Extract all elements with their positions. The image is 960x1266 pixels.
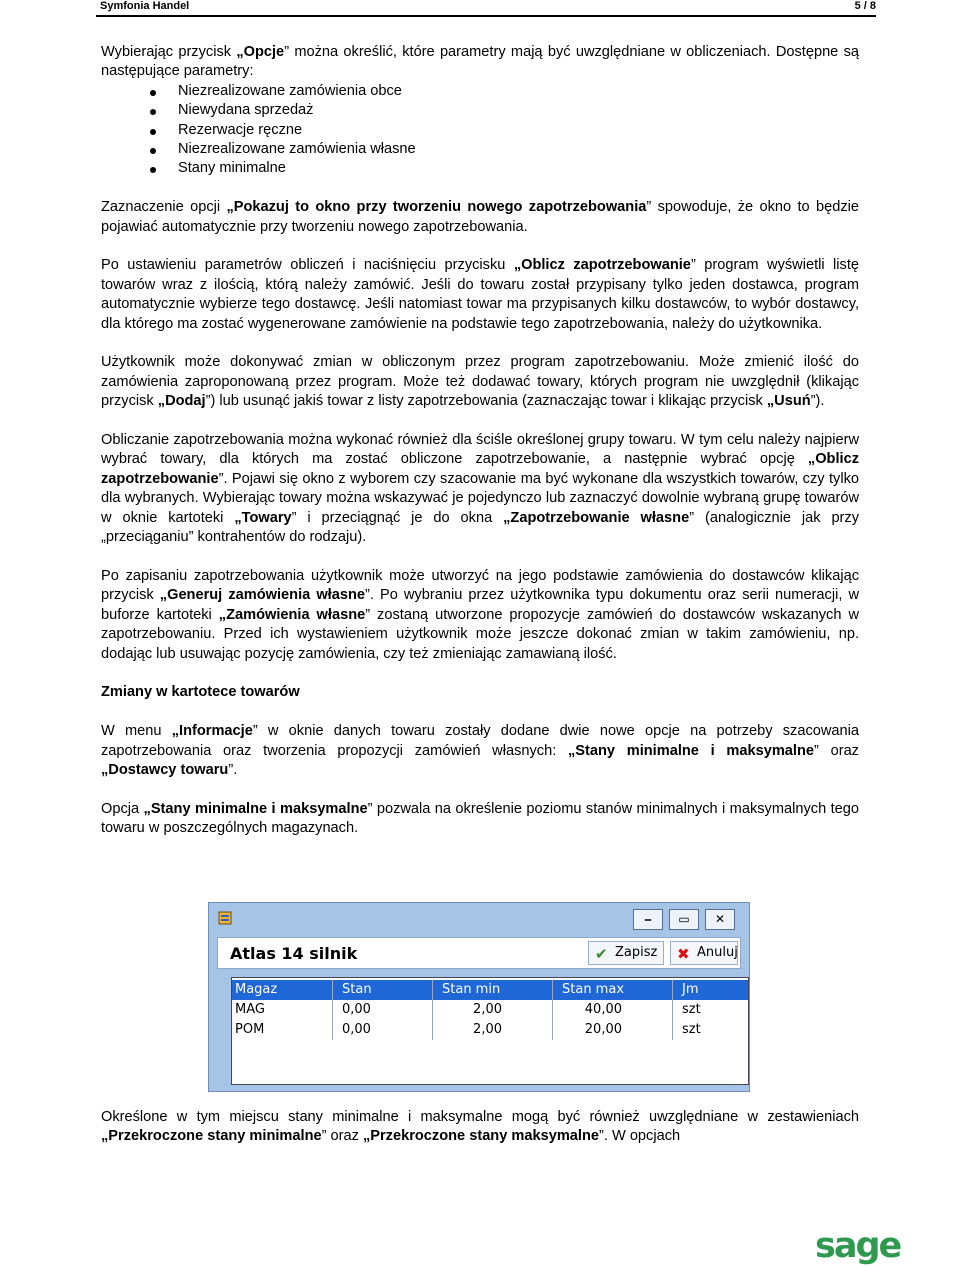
item-panel <box>217 937 741 969</box>
text-run: ” oraz <box>321 1128 363 1145</box>
window-titlebar <box>209 903 749 937</box>
bold-text: „Zapotrzebowanie własne <box>503 509 690 526</box>
stock-levels-window <box>208 902 750 1092</box>
text-run: W menu <box>101 723 172 740</box>
bold-text: „Przekroczone stany minimalne <box>101 1128 322 1145</box>
stock-max-cell: 20,00 <box>584 1022 622 1037</box>
text-run: ”. <box>228 761 238 778</box>
sage-logo: sage <box>815 1226 901 1266</box>
unit-cell: szt <box>682 1002 701 1017</box>
bold-text: „Stany minimalne i maksymalne <box>567 742 815 759</box>
list-item: Rezerwacje ręczne <box>178 121 859 140</box>
bold-text: „Oblicz zapotrzebowanie <box>101 451 859 487</box>
cancel-button-label: Anuluj <box>697 945 738 960</box>
page-number: 5 / 8 <box>854 0 876 12</box>
table-row[interactable] <box>232 1000 748 1020</box>
list-item: Niezrealizowane zamówienia własne <box>178 140 859 159</box>
text-run: ”. Pojawi się okno z wyborem czy szacowanie ma być wykonane dla wszystkich towarów, czy tylko dla wybranych. Wybierając towary można wskazywać je pojedynczo lub zaznaczyć dowolnie wybraną grupę towarów w oknie kartoteki <box>101 470 859 526</box>
cancel-x-icon: ✖ <box>677 945 690 963</box>
column-separator <box>672 980 673 1040</box>
checkmark-icon: ✔ <box>595 945 608 963</box>
column-header[interactable]: Stan <box>342 982 372 997</box>
bold-text: „Towary <box>234 509 292 526</box>
text-run: ”. Po wybraniu przez użytkownika typu dokumentu oraz serii numeracji, w buforze kartoteki <box>101 587 859 623</box>
paragraph-user-changes <box>101 353 859 411</box>
column-header[interactable]: Stan max <box>562 982 625 997</box>
list-item: Niewydana sprzedaż <box>178 101 859 120</box>
list-item: Stany minimalne <box>178 159 859 178</box>
app-icon <box>218 911 232 925</box>
column-separator <box>332 980 333 1040</box>
column-header[interactable]: Stan min <box>442 982 501 997</box>
text-run: Użytkownik może dokonywać zmian w obliczonym przez program zapotrzebowaniu. Może zmienić ilość do zamówienia zaproponowaną przez program. Może też dodawać towary, których program nie uwzględnił (klikając przycisk <box>101 354 859 410</box>
save-button-label: Zapisz <box>615 945 658 960</box>
text-run: Wybierając przycisk <box>101 44 237 60</box>
intro-paragraph <box>101 43 859 82</box>
bold-text: „Dodaj <box>157 393 206 410</box>
table-row[interactable] <box>232 1020 748 1040</box>
bold-text: „Dostawcy towaru <box>101 761 229 778</box>
text-run: ” spowoduje, że okno to będzie pojawiać automatycznie przy tworzeniu nowego zapotrzebowania. <box>101 199 860 235</box>
stock-cell: 0,00 <box>342 1022 371 1037</box>
text-run: ” (analogicznie jak przy „przeciąganiu” kontrahentów do rodzaju). <box>101 509 860 546</box>
stock-grid[interactable] <box>231 977 749 1085</box>
bold-text: „Informacje <box>171 723 253 740</box>
text-run: Po zapisaniu zapotrzebowania użytkownik może utworzyć na jego podstawie zamówienia do dostawców klikając przycisk <box>101 567 859 604</box>
text-run: ” pozwala na określenie poziomu stanów minimalnych i maksymalnych tego towaru w poszczególnych magazynach. <box>101 800 859 837</box>
cancel-button[interactable] <box>670 941 738 965</box>
bold-text: „Stany minimalne i maksymalne <box>143 800 368 817</box>
close-button[interactable]: ✕ <box>705 909 735 930</box>
save-button[interactable] <box>588 941 664 965</box>
warehouse-cell: POM <box>235 1022 265 1037</box>
header-divider <box>96 15 876 17</box>
text-run: ”) lub usunąć jakiś towar z listy zapotrzebowania (zaznaczając towar i klikając przycisk <box>205 393 767 410</box>
stock-min-cell: 2,00 <box>473 1002 502 1017</box>
paragraph-info-menu <box>101 722 859 780</box>
paragraph-min-max <box>101 800 859 839</box>
stock-cell: 0,00 <box>342 1002 371 1017</box>
text-run: ” program wyświetli listę towarów wraz z ilością, którą należy zamówić. Jeśli do towaru został przypisany tylko jeden dostawca, program automatycznie wybierze tego dostawcę. Jeśli natomiast towar ma przypisanych kilku dostawców, to wybór dostawcy, dla którego ma zostać wygenerowane zamówienie na podstawie tego zapotrzebowania, należy do użytkownika. <box>101 257 860 332</box>
paragraph-calc <box>101 256 859 334</box>
minimize-button[interactable]: ⎯ <box>633 909 663 930</box>
bold-text: „Opcje <box>236 44 285 60</box>
section-heading: Zmiany w kartotece towarów <box>101 684 300 701</box>
text-run: Zaznaczenie opcji <box>101 199 227 216</box>
unit-cell: szt <box>682 1022 701 1037</box>
text-run: ” zostaną utworzone propozycje zamówień do dostawców wskazanych w zapotrzebowaniu. Przed ich wystawieniem użytkownik może jeszcze dokonać zmian w takim zamówieniu, np. dodając lub usuwając pozycję zamówienia, czy też zmieniając zamawianą ilość. <box>101 606 859 662</box>
text-run: Określone w tym miejscu stany minimalne i maksymalne mogą być również uwzględniane w zestawieniach <box>101 1109 859 1125</box>
page-header <box>0 0 960 13</box>
text-run: Po ustawieniu parametrów obliczeń i naciśnięciu przycisku <box>101 257 514 274</box>
closing-paragraph <box>101 1108 859 1147</box>
maximize-button[interactable]: ▭ <box>669 909 699 930</box>
closing-section <box>101 1108 859 1147</box>
bold-text: „Generuj zamówienia własne <box>159 587 365 604</box>
text-run: ”. W opcjach <box>599 1128 681 1145</box>
bold-text: „Zamówienia własne <box>218 606 366 623</box>
text-run: Obliczanie zapotrzebowania można wykonać również dla ściśle określonej grupy towaru. W tym celu należy najpierw wybrać towary, dla których ma zostać obliczone zapotrzebowanie, a następnie wybrać opcję <box>101 432 859 468</box>
list-item: Niezrealizowane zamówienia obce <box>178 82 859 101</box>
column-header[interactable]: Jm <box>682 982 699 997</box>
text-run: ” i przeciągnąć je do okna <box>291 509 504 526</box>
bold-text: „Przekroczone stany maksymalne <box>362 1128 600 1145</box>
stock-min-cell: 2,00 <box>473 1022 502 1037</box>
bold-text: „Pokazuj to okno przy tworzeniu nowego zapotrzebowania <box>226 199 647 216</box>
paragraph-group-calc <box>101 431 859 547</box>
grid-header-row <box>232 980 748 1000</box>
text-run: ” oraz <box>814 742 859 759</box>
parameter-list <box>101 82 859 179</box>
bold-text: „Oblicz zapotrzebowanie <box>513 257 691 274</box>
column-header[interactable]: Magaz <box>235 982 278 997</box>
stock-max-cell: 40,00 <box>584 1002 622 1017</box>
header-title: Symfonia Handel <box>100 0 190 12</box>
paragraph-show-window <box>101 198 859 237</box>
paragraph-generate-orders <box>101 567 859 664</box>
item-name: Atlas 14 silnik <box>230 944 358 963</box>
column-separator <box>432 980 433 1040</box>
text-run: ” w oknie danych towaru zostały dodane dwie nowe opcje na potrzeby szacowania zapotrzebowania oraz tworzenia propozycji zamówień własnych: <box>101 723 859 759</box>
text-run: Opcja <box>101 800 144 817</box>
text-run: ”). <box>810 393 825 410</box>
warehouse-cell: MAG <box>235 1002 265 1017</box>
bold-text: „Usuń <box>766 393 811 410</box>
text-run: ” można określić, które parametry mają być uwzględniane w obliczeniach. Dostępne są następujące parametry: <box>101 44 859 80</box>
document-body <box>101 43 859 858</box>
column-separator <box>552 980 553 1040</box>
